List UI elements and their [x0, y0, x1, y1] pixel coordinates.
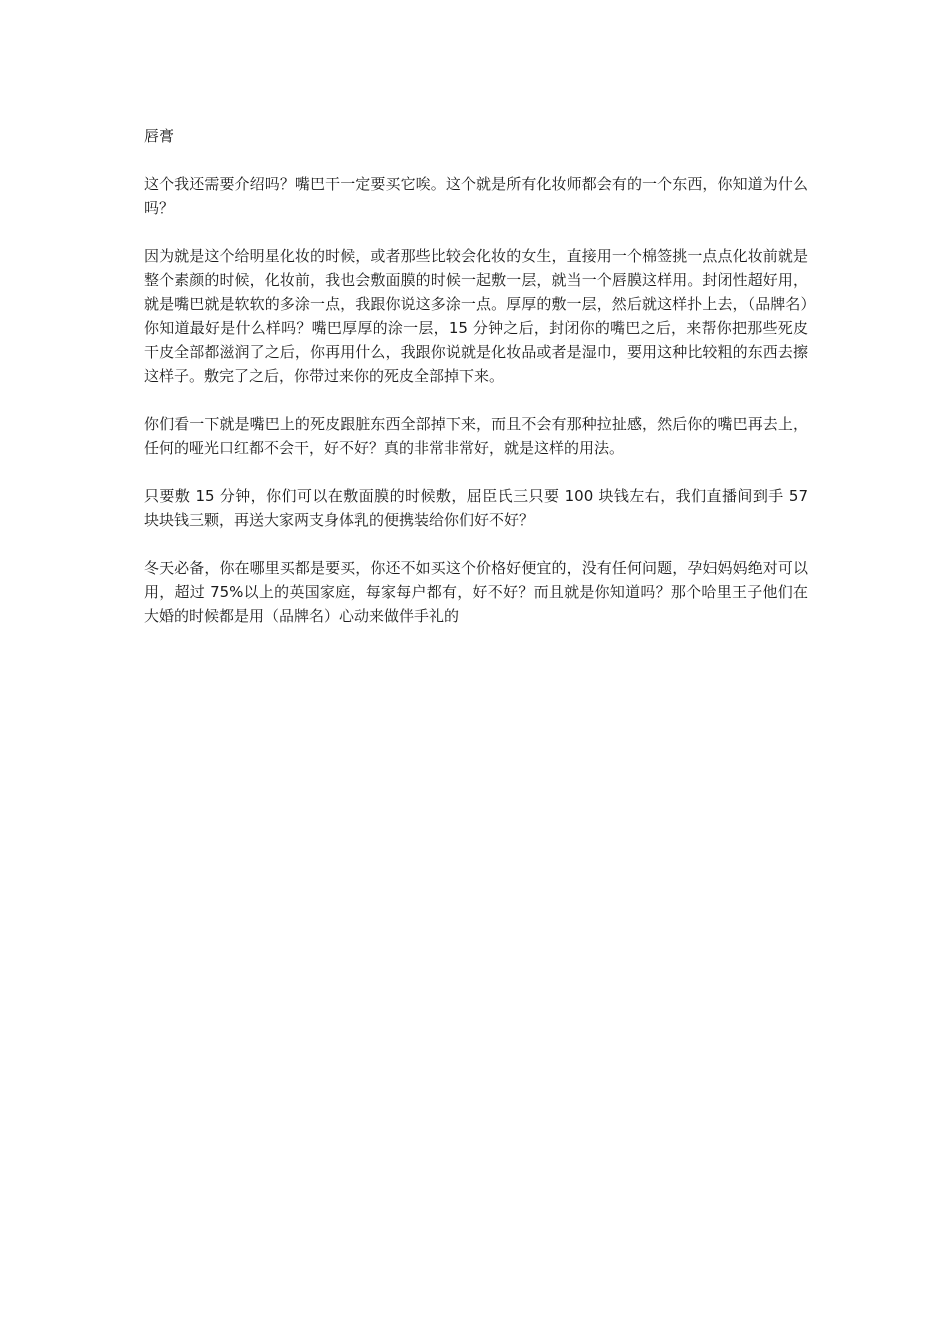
paragraph-effect: 你们看一下就是嘴巴上的死皮跟脏东西全部掉下来，而且不会有那种拉扯感，然后你的嘴巴再去上，任何的哑光口红都不会干，好不好？真的非常非常好，就是这样的用法。 — [144, 415, 808, 457]
paragraph-price: 只要敷 15 分钟，你们可以在敷面膜的时候敷，屈臣氏三只要 100 块钱左右，我们直播间到手 57 块块钱三颗，再送大家两支身体乳的便携装给你们好不好？ — [144, 487, 808, 529]
document-title: 唇膏 — [144, 127, 175, 145]
paragraph-closing: 冬天必备，你在哪里买都是要买，你还不如买这个价格好便宜的，没有任何问题，孕妇妈妈绝对可以用，超过 75%以上的英国家庭，每家每户都有，好不好？而且就是你知道吗？那个哈里王子他们在大婚的时候都是用（品牌名）心动来做伴手礼的 — [144, 559, 808, 625]
paragraph-usage: 因为就是这个给明星化妆的时候，或者那些比较会化妆的女生，直接用一个棉签挑一点点化妆前就是整个素颜的时候，化妆前，我也会敷面膜的时候一起敷一层，就当一个唇膜这样用。封闭性超好用，就是嘴巴就是软软的多涂一点，我跟你说这多涂一点。厚厚的敷一层，然后就这样扑上去，（品牌名）你知道最好是什么样吗？嘴巴厚厚的涂一层，15 分钟之后，封闭你的嘴巴之后，来帮你把那些死皮干皮全部都滋润了之后，你再用什么，我跟你说就是化妆品或者是湿巾，要用这种比较粗的东西去擦这样子。敷完了之后，你带过来你的死皮全部掉下来。 — [144, 247, 808, 385]
paragraph-intro: 这个我还需要介绍吗？嘴巴干一定要买它唉。这个就是所有化妆师都会有的一个东西，你知道为什么吗？ — [144, 175, 808, 217]
document-page — [144, 124, 808, 628]
